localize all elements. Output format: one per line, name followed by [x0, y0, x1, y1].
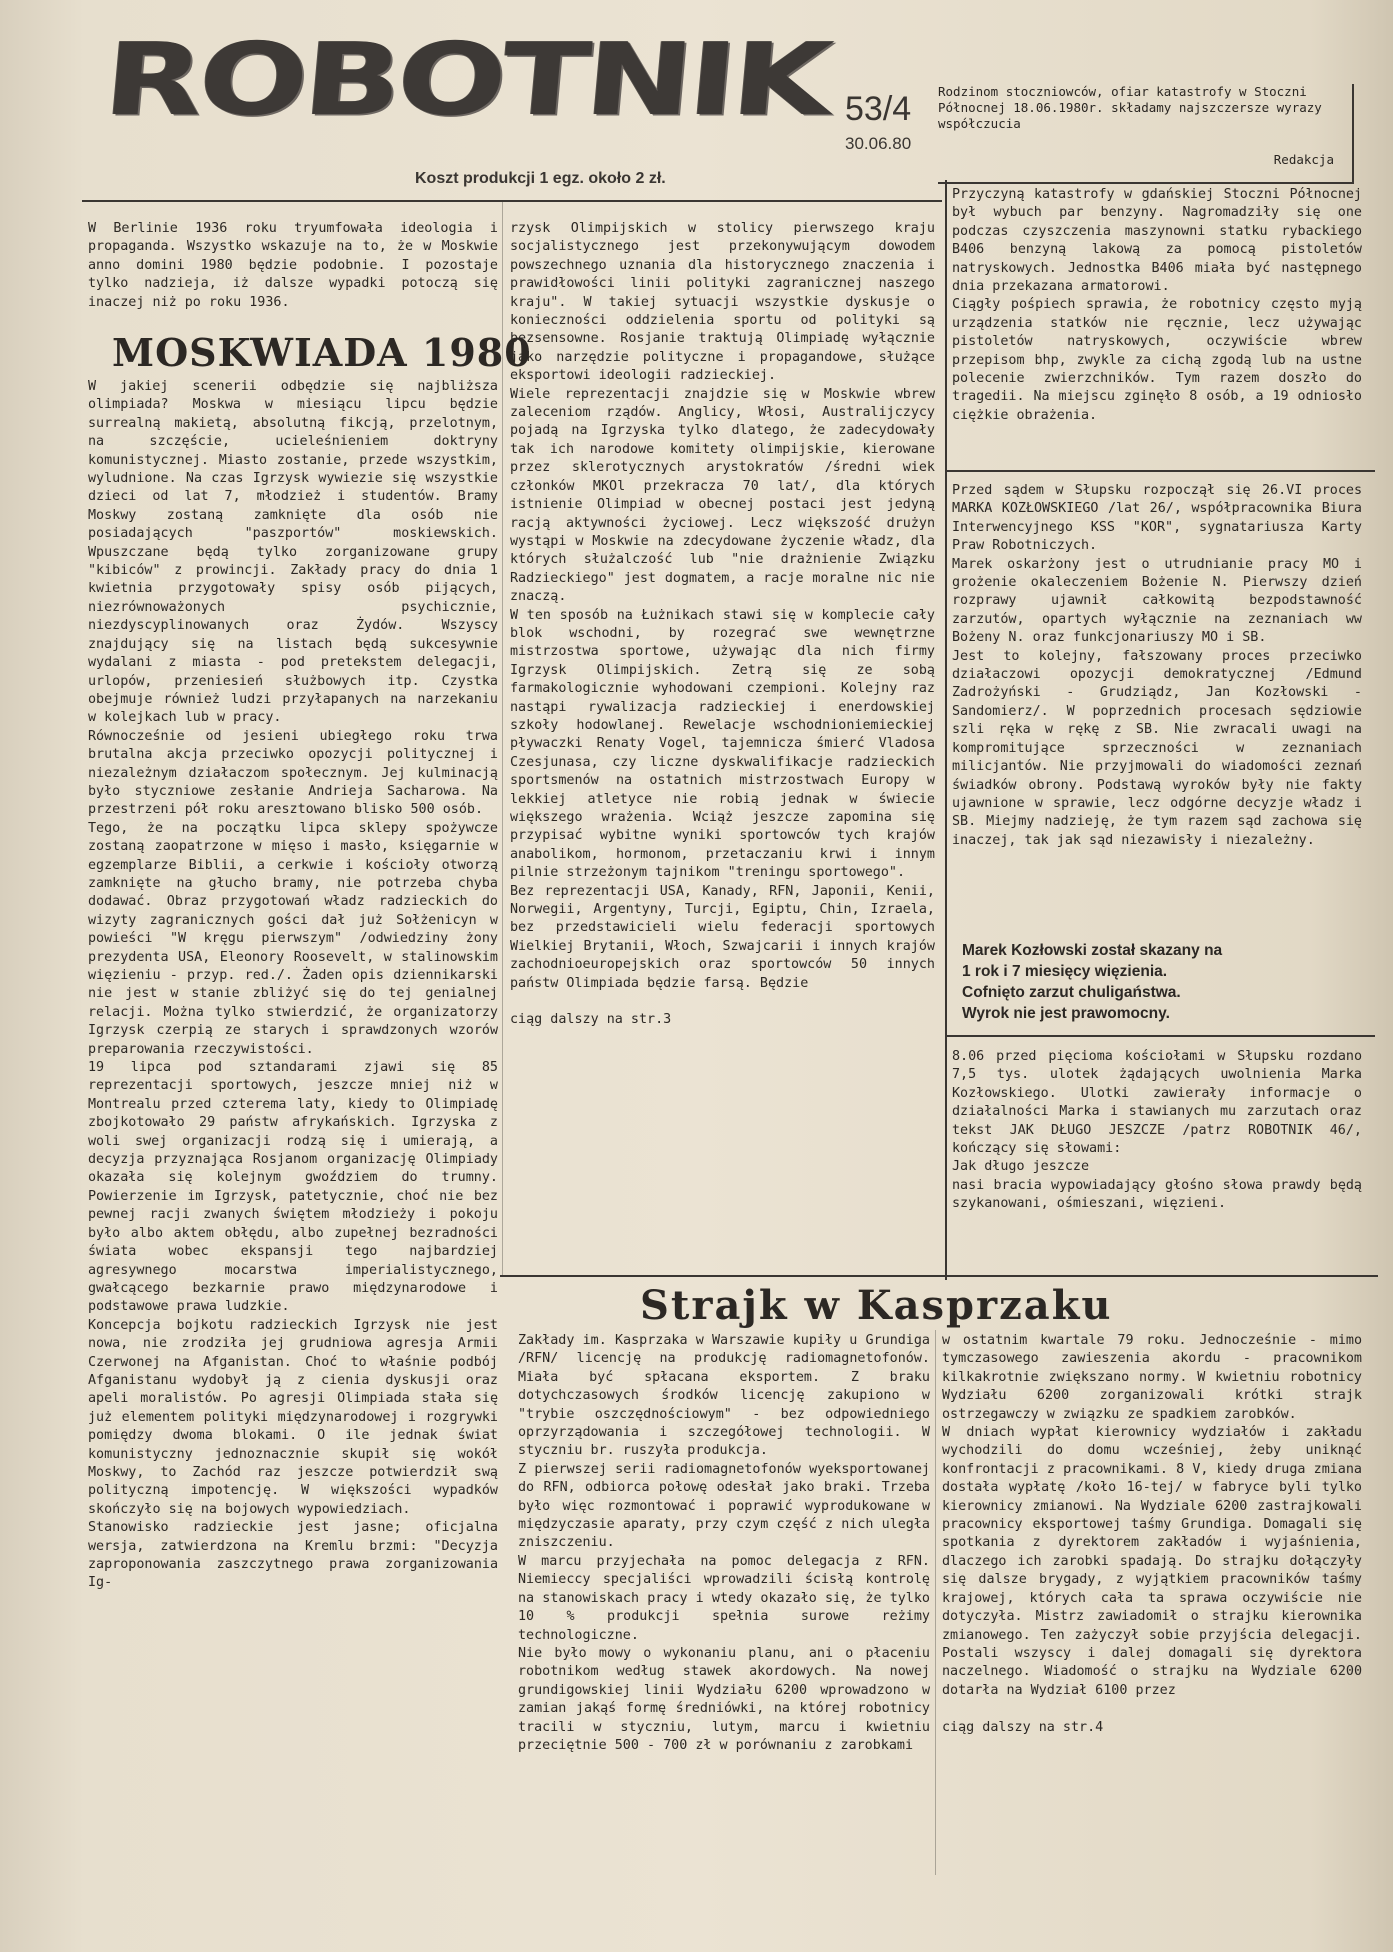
production-cost: Koszt produkcji 1 egz. około 2 zł.	[415, 170, 666, 187]
divider-proces	[945, 1035, 1375, 1037]
divider-katastrofa	[945, 470, 1375, 472]
issue-date: 30.06.80	[845, 134, 912, 153]
right-column-divider	[945, 180, 947, 1280]
issue-number: 53/4	[845, 90, 912, 128]
condolence-box	[938, 84, 1354, 184]
strajk-column-1: Zakłady im. Kasprzaka w Warszawie kupiły u Grundiga /RFN/ licencję na produkcję radiomagnetofonów. Miała być spłacana eksportem. Z braku dotychczasowych środków licencję zakupiono w "trybie oszczędnościowym" - bez odpowiedniego oprzyrządowania i szczegółowej technologii. W styczniu br. ruszyła produkcja. Z pierwszej serii radiomagnetofonów wyeksportowanej do RFN, odbiorca połowę odesłał jako braki. Trzeba było więc rozmontować i poprawić wyprodukowane w międzyczasie aparaty, przy czym część z nich uległa zniszczeniu. W marcu przyjechała na pomoc delegacja z RFN. Niemieccy specjaliści wprowadzili ścisłą kontrolę na stanowiskach pracy i wtedy okazało się, że tylko 10 % produkcji spełnia surowe reżimy technologiczne. Nie było mowy o wykonaniu planu, ani o płaceniu robotnikom według stawek akordowych. Na nowej grundigowskiej linii Wydziału 6200 wprowadzono w zamian jakąś formę średniówki, na której robotnicy tracili w styczniu, lutym, marcu i kwietniu przeciętnie 500 - 700 zł w porównaniu z zarobkami	[518, 1333, 930, 1753]
verdict-note: Marek Kozłowski został skazany na 1 rok i 7 miesięcy więzienia. Cofnięto zarzut chuligaństwa. Wyrok nie jest prawomocny.	[962, 942, 1223, 1022]
strajk-headline: Strajk w Kasprzaku	[640, 1282, 1113, 1329]
ulotki-article: 8.06 przed pięcioma kościołami w Słupsku rozdano 7,5 tys. ulotek żądających uwolnienia Marka Kozłowskiego. Ulotki zawierały informacje o działalności Marka i stawianych mu zarzutach oraz tekst JAK DŁUGO JESZCZE /patrz ROBOTNIK 46/, kończący się słowami: Jak długo jeszcze nasi bracia wypowiadający głośno słowa prawdy będą szykanowani, ośmieszani, więzieni.	[952, 1049, 1362, 1212]
proces-article: Przed sądem w Słupsku rozpoczął się 26.VI proces MARKA KOZŁOWSKIEGO /lat 26/, współpracownika Biura Interwencyjnego KSS "KOR", sygnatariusza Karty Praw Robotniczych. Marek oskarżony jest o utrudnianie pracy MO i grożenie okaleczeniem Bożenie N. Pierwszy dzień rozprawy ujawnił całkowitą bezpodstawność zarzutów, opartych wyłącznie na zeznaniach ww Bożeny N. oraz funkcjonariuszy MO i SB. Jest to kolejny, fałszowany proces przeciwko działaczowi opozycji demokratycznej /Edmund Zadrożyński - Grudziądz, Jan Kozłowski - Sandomierz/. W poprzednich procesach sędziowie szli ręka w rękę z SB. Nie zwracali uwagi na kompromitujące sprzeczności w zeznaniach milicjantów. Nie przyjmowali do wiadomości zeznań świadków obrony. Podstawą wyroków były nie fakty ujawnione w sprawie, lecz odgórne decyzje władz i SB. Miejmy nadzieję, że tym razem sąd zachowa się inaczej, tak jak sąd niezawisły i niezależny.	[952, 483, 1362, 848]
strajk-column-divider	[935, 1330, 936, 1875]
strajk-column-2: w ostatnim kwartale 79 roku. Jednocześnie - mimo tymczasowego zawieszenia akordu - pracownikom kilkakrotnie zwiększano normy. W kwietniu robotnicy Wydziału 6200 zorganizowali krótki strajk ostrzegawczy w związku ze spadkiem zarobków. W dniach wypłat kierownicy wydziałów i zakładu wychodzili do domu wcześniej, żeby uniknąć konfrontacji z pracownikami. 8 V, kiedy druga zmiana dostała wypłatę /koło 16-tej/ w fabryce byli tylko kierownicy zmianowi. Na Wydziale 6200 zastrajkowali pracownicy eksportowej taśmy Grundiga. Domagali się spotkania z dyrektorem zakładów i wyjaśnienia, dlaczego ich zarobki spadają. Do strajku dołączyły się dalsze brygady, z wyjątkiem pracowników taśmy krajowej, których cała ta sprawa oczywiście nie dotyczyła. Mistrz zawiadomił o strajku kierownika zmianowego. Ten zażyczył sobie przyjścia delegacji. Postali wszyscy i dalej domagali się dyrektora naczelnego. Wiadomość o strajku na Wydziale 6200 dotarła na Wydział 6100 przez ciąg dalszy na str.4	[942, 1333, 1362, 1735]
masthead-logo: ROBOTNIK	[99, 22, 833, 139]
katastrofa-article: Przyczyną katastrofy w gdańskiej Stoczni Północnej był wybuch par benzyny. Nagromadziły się one podczas czyszczenia maszynowni statku rybackiego B406 benzyną lakową za pomocą pistoletów natryskowych. Jednostka B406 miała być następnego dnia przekazana armatorowi. Ciągły pośpiech sprawia, że robotnicy często myją urządzenia statków nie ręcznie, lecz używając pistoletów natryskowych, oczywiście wbrew przepisom bhp, zwykle za cichą zgodą lub na ustne polecenie zwierzchników. Tym razem doszło do tragedii. Na miejscu zginęło 8 osób, a 19 odniosło ciężkie obrażenia.	[952, 187, 1362, 423]
intro-paragraph: W Berlinie 1936 roku tryumfowała ideologia i propaganda. Wszystko wskazuje na to, że w Moskwie anno domini 1980 będzie podobnie. I pozostaje tylko nadzieja, iż dalsze wypadki potoczą się inaczej niż po roku 1936.	[88, 221, 498, 310]
moskwiada-headline: MOSKWIADA 1980	[112, 330, 532, 375]
top-divider	[82, 200, 942, 202]
condolence-signature: Redakcja	[1273, 152, 1334, 167]
moskwiada-column-1: W jakiej scenerii odbędzie się najbliższa olimpiada? Moskwa w miesiącu lipcu będzie surrealną makietą, absolutną fikcją, przelotnym, na szczęście, ucieleśnieniem doktryny komunistycznej. Miasto zostanie, przede wszystkim, wyludnione. Na czas Igrzysk wywiezie się wszystkie dzieci od lat 7, młodzież i studentów. Bramy Moskwy zostaną zamknięte dla osób nie posiadających "paszportów" moskiewskich. Wpuszczane będą tylko zorganizowane grupy "kibiców" z prowincji. Zakłady pracy do dnia 1 kwietnia przygotowały spisy osób pijących, niezrównoważonych psychicznie, niezdyscyplinowanych oraz Żydów. Wszyscy znajdujący się na listach będą sukcesywnie wydalani z miasta - pod pretekstem delegacji, urlopów, przeniesień służbowych itp. Czystka obejmuje również ludzi przyłapanych na narzekaniu w kolejkach lub w pracy. Równocześnie od jesieni ubiegłego roku trwa brutalna akcja przeciwko opozycji politycznej i niezależnym działaczom społecznym. Jej kulminacją było styczniowe zesłanie Andrieja Sacharowa. Na przestrzeni pół roku aresztowano blisko 500 osób. Tego, że na początku lipca sklepy spożywcze zostaną zaopatrzone w mięso i masło, księgarnie w egzemplarze Biblii, a cerkwie i kościoły otworzą zamknięte na głucho bramy, nie potrzeba chyba dodawać. Obraz przygotowań władz radzieckich do wizyty zagranicznych gości dał już Sołżenicyn w powieści "W kręgu pierwszym" /odwiedziny żony prezydenta USA, Eleonory Roosevelt, w stalinowskim więzieniu - przyp. red./. Żaden opis dziennikarski nie jest w stanie zbliżyć się do tej genialnej relacji. Można tylko stwierdzić, że organizatorzy Igrzysk czerpią ze starych i sprawdzonych wzorów preparowania rzeczywistości. 19 lipca pod sztandarami zjawi się 85 reprezentacji sportowych, jeszcze mniej niż w Montrealu przed czterema laty, kiedy to Olimpiadę zbojkotowało 29 państw afrykańskich. Igrzyska z woli swej organizacji rodzą się i umierają, a decyzja przyznająca Rosjanom organizację Olimpiady okazała się kolejnym gwoździem do trumny. Powierzenie im Igrzysk, patetycznie, choć nie bez pewnej racji zwanych świętem młodzieży i pokoju było albo aktem obłędu, albo zupełnej bezradności świata wobec ekspansji tego najbardziej agresywnego mocarstwa imperialistycznego, gwałcącego bezkarnie prawo międzynarodowe i podstawowe prawa ludzkie. Koncepcja bojkotu radzieckich Igrzysk nie jest nowa, nie zrodziła jej grudniowa agresja Armii Czerwonej na Afganistan. Choć to właśnie podbój Afganistanu wydobył ją z cienia dyskusji oraz apeli moralistów. Po agresji Olimpiada stała się już elementem polityki międzynarodowej i rozgrywki pomiędzy dwoma blokami. O ile jednak świat komunistyczny jednoznacznie skupił się wokół Moskwy, to Zachód raz jeszcze potwierdził swą polityczną impotencję. W większości wypadków skończyło się na bojowych wypowiedziach. Stanowisko radzieckie jest jasne; oficjalna wersja, zatwierdzona na Kremlu brzmi: "Decyzja zaproponowania zaszczytnego prawa zorganizowania Ig-	[88, 379, 498, 1591]
strajk-top-divider	[500, 1275, 1378, 1277]
condolence-text: Rodzinom stoczniowców, ofiar katastrofy w Stoczni Północnej 18.06.1980r. składamy najszczersze wyrazy współczucia	[938, 84, 1322, 131]
moskwiada-column-2: rzysk Olimpijskich w stolicy pierwszego kraju socjalistycznego jest przekonywującym dowodem powszechnego uznania dla historycznego znaczenia i prawidłowości linii polityki zagranicznej naszego kraju". W takiej sytuacji wszystkie dyskusje o konieczności oddzielenia sportu od polityki są bezsensowne. Rosjanie traktują Olimpiadę wyłącznie jako narzędzie polityczne i propagandowe, służące eksportowi ideologii radzieckiej. Wiele reprezentacji znajdzie się w Moskwie wbrew zaleceniom rządów. Anglicy, Włosi, Australijczycy pojadą na Igrzyska tylko dlatego, że zadecydowały tak ich narodowe komitety olimpijskie, kierowane przez sklerotycznych arystokratów /średni wiek członków MKOl przekracza 70 lat/, dla których istnienie Olimpiad w obecnej postaci jest jedyną racją aktywności życiowej. Lecz większość drużyn wystąpi w Moskwie na zdecydowane życzenie władz, dla których służalczość lub "nie drażnienie Związku Radzieckiego" jest dogmatem, a racje moralne nic nie znaczą. W ten sposób na Łużnikach stawi się w komplecie cały blok wschodni, by rozegrać swe wewnętrzne mistrzostwa sportowe, używając dla nich firmy Igrzysk Olimpijskich. Zetrą się ze sobą farmakologicznie wyhodowani czempioni. Kolejny raz nastąpi rywalizacja radzieckiej i enerdowskiej szkoły hodowlanej. Rewelacje wschodnioniemieckiej pływaczki Renaty Vogel, tajemnicza śmierć Vladosa Czesjunasa, czy liczne dyskwalifikacje radzieckich sportsmenów na ostatnich mistrzostwach Europy w lekkiej atletyce nie robią jednak w świecie większego wrażenia. Wciąż jeszcze zapomina się przypisać wybitne wyniki sportowców tych krajów anabolikom, hormonom, przetaczaniu krwi i innym pilnie strzeżonym tajnikom "treningu sportowego". Bez reprezentacji USA, Kanady, RFN, Japonii, Kenii, Norwegii, Argentyny, Turcji, Egiptu, Chin, Izraela, bez przedstawicieli wielu federacji sportowych Wielkiej Brytanii, Włoch, Szwajcarii i innych krajów zachodnioeuropejskich oraz sportowców 50 innych państw Olimpiada będzie farsą. Będzie ciąg dalszy na str.3	[510, 221, 935, 1028]
